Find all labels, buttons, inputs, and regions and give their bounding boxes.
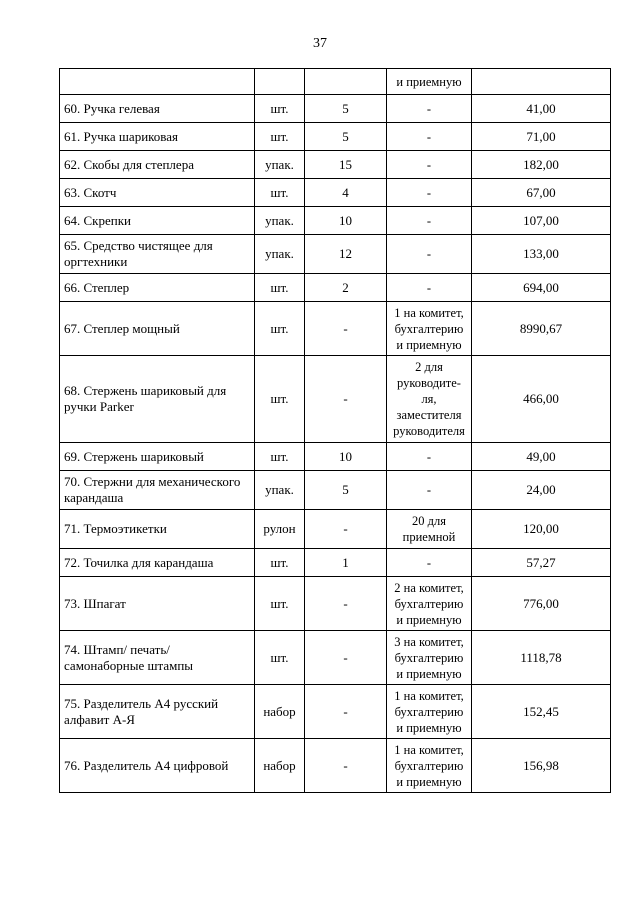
cell-qty: 10 — [305, 207, 387, 235]
cell-qty: - — [305, 739, 387, 793]
cell-unit: шт. — [255, 123, 305, 151]
cell-price: 152,45 — [472, 685, 611, 739]
cell-note — [387, 685, 472, 739]
note-line: ля, — [421, 392, 437, 406]
cell-unit: шт. — [255, 356, 305, 443]
cell-unit: набор — [255, 739, 305, 793]
cell-unit: шт. — [255, 302, 305, 356]
cell-note: - — [387, 179, 472, 207]
cell-price: 694,00 — [472, 274, 611, 302]
cell-qty: - — [305, 631, 387, 685]
cell-price: 107,00 — [472, 207, 611, 235]
table-row — [60, 739, 611, 793]
cell-name: 61. Ручка шариковая — [60, 123, 255, 151]
cell-unit: упак. — [255, 151, 305, 179]
cell-qty: 12 — [305, 235, 387, 274]
cell-name: 67. Степлер мощный — [60, 302, 255, 356]
table-row — [60, 179, 611, 207]
cell-name: 62. Скобы для степлера — [60, 151, 255, 179]
table-row — [60, 123, 611, 151]
cell-note — [387, 302, 472, 356]
note-line: руководите- — [397, 376, 461, 390]
cell-note — [387, 577, 472, 631]
cell-name: 68. Стержень шариковый для ручки Parker — [60, 356, 255, 443]
cell-price: 156,98 — [472, 739, 611, 793]
cell-name: 65. Средство чистящее для оргтехники — [60, 235, 255, 274]
cell-name: 75. Разделитель А4 русский алфавит А-Я — [60, 685, 255, 739]
note-line: 1 на комитет, — [394, 742, 464, 757]
note-line: и приемную — [396, 774, 462, 789]
note-line: 2 для — [415, 360, 443, 374]
cell-note: - — [387, 549, 472, 577]
cell-qty: 1 — [305, 549, 387, 577]
cell-qty: 4 — [305, 179, 387, 207]
note-line: бухгалтерию — [394, 758, 464, 773]
cell-price: 57,27 — [472, 549, 611, 577]
cell-note: - — [387, 95, 472, 123]
cell-qty: - — [305, 685, 387, 739]
cell-unit: упак. — [255, 471, 305, 510]
note-line: 1 на комитет, — [394, 305, 464, 320]
cell-name: 71. Термоэтикетки — [60, 510, 255, 549]
cell-name: 76. Разделитель А4 цифровой — [60, 739, 255, 793]
cell-price: 67,00 — [472, 179, 611, 207]
cell-unit: рулон — [255, 510, 305, 549]
table-row — [60, 302, 611, 356]
cell-unit: шт. — [255, 549, 305, 577]
cell-note — [387, 356, 472, 443]
cell-unit: шт. — [255, 95, 305, 123]
cell-qty: 5 — [305, 471, 387, 510]
cell-unit: набор — [255, 685, 305, 739]
cell-unit: шт. — [255, 443, 305, 471]
table-row — [60, 235, 611, 274]
cell-unit: шт. — [255, 274, 305, 302]
note-line: и приемную — [396, 666, 462, 681]
cell-name: 64. Скрепки — [60, 207, 255, 235]
cell-name: 70. Стержни для механического карандаша — [60, 471, 255, 510]
page-number: 37 — [313, 36, 327, 51]
cell-note: - — [387, 123, 472, 151]
cell-unit — [255, 69, 305, 95]
cell-unit: упак. — [255, 207, 305, 235]
cell-price: 182,00 — [472, 151, 611, 179]
note-line: бухгалтерию — [394, 650, 464, 665]
table-row — [60, 443, 611, 471]
note-line: руководителя — [393, 424, 465, 438]
cell-price: 776,00 — [472, 577, 611, 631]
cell-qty: 5 — [305, 95, 387, 123]
cell-qty: - — [305, 577, 387, 631]
note-line: 3 на комитет, — [394, 634, 464, 649]
table-row — [60, 471, 611, 510]
cell-note: - — [387, 151, 472, 179]
note-line: бухгалтерию — [394, 321, 464, 336]
cell-price: 466,00 — [472, 356, 611, 443]
cell-price: 133,00 — [472, 235, 611, 274]
cell-note: - — [387, 235, 472, 274]
table-row — [60, 95, 611, 123]
cell-unit: шт. — [255, 179, 305, 207]
cell-note: - — [387, 471, 472, 510]
cell-name: 72. Точилка для карандаша — [60, 549, 255, 577]
cell-price: 49,00 — [472, 443, 611, 471]
note-line: приемной — [402, 530, 456, 544]
note-line: и приемную — [396, 720, 462, 735]
note-line: 2 на комитет, — [394, 580, 464, 595]
cell-qty: 10 — [305, 443, 387, 471]
cell-note — [387, 739, 472, 793]
cell-note — [387, 510, 472, 549]
cell-qty — [305, 69, 387, 95]
cell-note: - — [387, 207, 472, 235]
cell-name: 60. Ручка гелевая — [60, 95, 255, 123]
cell-price: 1118,78 — [472, 631, 611, 685]
note-line: и приемную — [396, 337, 462, 352]
cell-name — [60, 69, 255, 95]
cell-qty: 15 — [305, 151, 387, 179]
cell-price: 8990,67 — [472, 302, 611, 356]
table-row — [60, 356, 611, 443]
table-row — [60, 631, 611, 685]
table-row — [60, 577, 611, 631]
table-row — [60, 510, 611, 549]
cell-note: - — [387, 274, 472, 302]
cell-price: 24,00 — [472, 471, 611, 510]
supplies-table — [59, 68, 611, 793]
cell-note — [387, 631, 472, 685]
note-line: бухгалтерию — [394, 596, 464, 611]
note-line: 1 на комитет, — [394, 688, 464, 703]
cell-qty: - — [305, 510, 387, 549]
cell-name: 63. Скотч — [60, 179, 255, 207]
table-continuation-row — [60, 69, 611, 95]
cell-price: 71,00 — [472, 123, 611, 151]
note-line: бухгалтерию — [394, 704, 464, 719]
table-row — [60, 274, 611, 302]
note-line: заместителя — [396, 408, 462, 422]
note-line: 20 для — [412, 514, 446, 528]
table-row — [60, 207, 611, 235]
cell-note: - — [387, 443, 472, 471]
cell-qty: 2 — [305, 274, 387, 302]
cell-unit: шт. — [255, 577, 305, 631]
cell-unit: упак. — [255, 235, 305, 274]
cell-name: 66. Степлер — [60, 274, 255, 302]
cell-qty: - — [305, 356, 387, 443]
table-row — [60, 685, 611, 739]
cell-price: 120,00 — [472, 510, 611, 549]
table-row — [60, 549, 611, 577]
cell-name: 74. Штамп/ печать/самонаборные штампы — [60, 631, 255, 685]
cell-qty: 5 — [305, 123, 387, 151]
table-row — [60, 151, 611, 179]
cell-note: и приемную — [387, 69, 472, 95]
cell-name: 73. Шпагат — [60, 577, 255, 631]
note-line: и приемную — [396, 612, 462, 627]
cell-name: 69. Стержень шариковый — [60, 443, 255, 471]
cell-price: 41,00 — [472, 95, 611, 123]
cell-price — [472, 69, 611, 95]
cell-qty: - — [305, 302, 387, 356]
cell-unit: шт. — [255, 631, 305, 685]
